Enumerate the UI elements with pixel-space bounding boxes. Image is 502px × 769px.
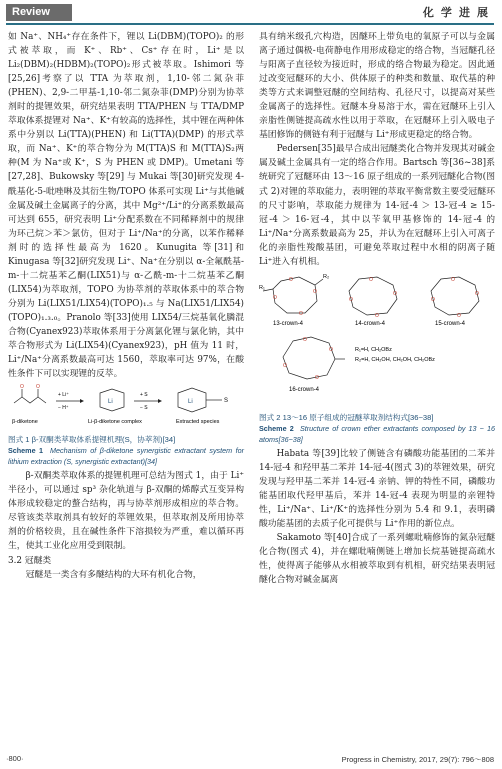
journal-citation: Progress in Chemistry, 2017, 29(7): 796～808 [341,755,494,764]
svg-text:O: O [369,276,373,283]
ring-15-crown-4 [431,277,479,315]
label-16-crown-4: 16-crown-4 [289,386,320,393]
minus-s-label: − S [140,405,148,412]
section-tab: Review [6,4,72,21]
section-heading: 3.2 冠醚类 [8,555,52,566]
scheme-2-caption-en [259,423,495,445]
extracted-species-structure [178,388,222,412]
r1-label: R₁ [259,284,265,291]
svg-text:O: O [273,294,277,301]
svg-text:O: O [283,362,287,369]
svg-text:O: O [303,336,307,343]
scheme-2-caption-en-text: Structure of crown ether extractants composed by 13 ~ 16 atoms[36~38] [259,423,496,444]
scheme-1-caption-en [8,445,244,467]
ring-14-crown-4 [349,277,397,315]
header-rule [6,23,494,25]
r-definition-1: R₁=H, CH₂OBz [355,346,392,353]
svg-text:O: O [313,288,317,295]
left-paragraph-2: β-双酮类萃取体系的提锂机理可总结为图式 1，由于 Li⁺半径小，可以通过 sp³ 杂化轨道与 β-双酮的烯醇式互变异构体形成较稳定的螯合结构，再与协萃剂形成相应的萃合物。尽管该类萃取剂具有较好的萃锂效果，但萃取剂及所用协萃剂的价格较贵，且在碱性条件下溶损较为严重，难以循环再生，使其工业化应用受到限制。 [8,471,244,552]
svg-text:O: O [431,296,435,303]
svg-text:O: O [289,276,293,283]
svg-text:O: O [36,384,40,391]
scheme1-right-label: Extracted species [176,419,220,426]
svg-text:O: O [451,276,455,283]
minus-h-label: − H⁺ [58,405,69,412]
svg-text:S: S [224,398,229,405]
svg-text:O: O [393,290,397,297]
svg-text:O: O [329,346,333,353]
scheme1-mid-label: Li-β-diketone complex [88,419,142,426]
plus-li-label: + Li⁺ [58,392,69,399]
ring-13-crown-4 [273,277,317,313]
right-paragraph-2: Pedersen[35]最早合成出冠醚类化合物并发现其对碱金属及碱土金属具有一定的络合作用。Bartsch 等[36~38]系统研究了冠醚环由 13～16 原子组成的一系列冠醚化合物(图式 2)对锂的萃取能力，表明锂的萃取平衡常数主要受冠醚环的尺寸影响，萃取能力规律为 14-冠-4 ＞ 13-冠-4 ≥ 15-冠-4 ＞ 16-冠-4，其中以苄氧甲基修饰的 14-冠-4 的 Li⁺/Na⁺分离系数最高为 25，并认为在冠醚环上引入可离子化的亲脂性羧酸基团，可避免萃取过程中水相的阴离子随 Li⁺进入有机相。 [259,144,495,267]
right-paragraph-3: Habata 等[39]比较了侧链含有磷酸功能基团的二苯并 14-冠-4 和羟甲基二苯并 14-冠-4(图式 3)的萃锂效果，研究发现与羟甲基二苯并 14-冠-4 亲钠、钾的特性不同，磷酸功能基团取代羟甲基后，苯并 14-冠-4 表现为明显的亲锂特性，Li⁺/Na⁺、Li⁺/K⁺的选择性分别为 5.4 和 9.1，表明磷酸功能基团的去质子化可提供与 Li⁺作用的新位点。 [259,448,495,530]
scheme-2 [259,271,495,445]
page-number: ·800· [6,754,24,763]
scheme-2-diagram [259,271,495,405]
svg-text:O: O [375,312,379,319]
page-header [0,0,502,24]
journal-title-cn: 化 学 进 展 [422,7,490,19]
svg-text:O: O [299,310,303,317]
left-column [8,30,244,582]
ring-16-crown-4 [283,337,335,379]
scheme-1 [8,383,244,467]
right-paragraph-4: Sakamoto 等[40]合成了一系列螺吡喃修饰的氮杂冠醚化合物(图式 4)，并在螺吡喃侧链上增加长烷基链提高疏水性，使得离子能够从水相被萃取到有机相，研究结果表明冠醚化合物对碱金属离 [259,533,495,586]
scheme-1-label: Scheme 1 [8,446,44,456]
svg-text:Li: Li [108,399,113,406]
svg-text:O: O [457,312,461,319]
svg-text:Li: Li [188,399,193,406]
left-paragraph-3: 冠醚是一类含有多醚结构的大环有机化合物， [25,569,202,580]
scheme-2-caption-cn: 图式 2 13～16 原子组成的冠醚萃取剂结构式[36~38] [259,412,434,422]
left-paragraph-1: 如 Na⁺、NH₄⁺存在条件下，锂以 Li(DBM)(TOPO)₂ 的形式被萃取，而 K⁺、Rb⁺、Cs⁺存在时，Li⁺是以 Li₂(DBM)₂(HDBM)₂(TOPO)₂形式被萃取。Ishimori 等[25,26]考察了以 TTA 为萃取剂，1,10-邻二氮杂菲(PHEN)、2,9-二甲基-1,10-邻二氮杂菲(DMP)分别为协萃剂时的提锂效果，研究结果表明 TTA/PHEN 与 TTA/DMP 萃取体系提锂对 Na⁺、K⁺有较高的选择性，其中锂在两种体系中分别以 Li(TTA)(PHEN) 和 Li(TTA)(DMP) 的形式萃取，而 Na⁺、K⁺的萃合物分为 M(TTA)S 和 M(TTA)S₂两种(M 为 Na⁺或 K⁺，S 为 PHEN 或 DMP)。Umetani 等[27,28]、Bukowsky 等[29] 与 Mukai 等[30]研究发现 4-酰基化-5-吡唑啉及其衍生物/TOPO 体系可实现 Li⁺与其他碱金属及碱土金属离子的分离，其中 Mg²⁺/Li⁺的分离系数最高可达到 655，研究表明 Li⁺分配系数在不同稀释剂中的规律为环己烷＞苯＞氯仿，但对于 Li⁺/Na⁺的分离，以苯作稀释剂时的选择性最高为 1620。Kunugita 等[31]和 Kinugasa 等[32]研究发现 Li⁺、Na⁺在分别以 α-全氟酰基-m-十二烷基苯乙酮(LIX51)与 α-乙酰-m-十二烷基苯乙酮(LIX54)为萃取剂，TOPO 为协萃剂的萃取体系中的萃合物分别为 Li(LIX51/LIX54)(TOPO)₁.₅ 与 Na(LIX51/LIX54)(TOPO)₁.₃.₀。Pranolo 等[33]使用 LIX54/三烷基氧化膦混合物(Cyanex923)萃取体系用于分离氯化锂与氯化钠，其中萃合物形式为 Li(LIX54)(Cyanex923)，pH 值为 11 时，Li⁺/Na⁺分离系数最高可达 1560，萃取率可达 97%，在酸性条件下可以实现锂的反萃。 [8,32,244,380]
scheme1-left-label: β-diketone [12,419,38,426]
right-paragraph-1: 具有纳米级孔穴构造，因醚环上带负电的氧原子可以与金属离子通过偶极-电荷静电作用形成稳定的络合物，当冠醚孔径与阳离子直径较为接近时，形成的络合物最为稳定。因此通过改变冠醚环的大小、供体原子的种类和数量、取代基的种类等方式来调整冠醚的空间结构、孔径尺寸，以提高对某些金属离子的选择性。冠醚本身易溶于水，需在冠醚环上引入亲脂性侧链提高疏水性以用于萃取，在冠醚环上引入吸电子基团修饰的侧链有利于冠醚与 Li⁺形成更稳定的络合物。 [259,32,495,141]
scheme-1-caption-en-text: Mechanism of β-diketone synergistic extractant system for lithium extraction (S, synergistic extractant)[34] [8,446,245,467]
svg-text:O: O [315,374,319,381]
r2-label: R₂ [323,273,330,280]
label-14-crown-4: 14-crown-4 [355,320,386,327]
svg-text:O: O [349,296,353,303]
scheme-1-diagram [8,383,244,427]
label-15-crown-4: 15-crown-4 [435,320,466,327]
svg-text:O: O [20,384,24,391]
r-definition-2: R₂=H, CH₂OH, CH₂OH, CH₂OBz [355,356,435,363]
svg-text:O: O [475,290,479,297]
scheme-1-caption-cn: 图式 1 β-双酮类萃取体系提锂机理(S，协萃剂)[34] [8,435,176,445]
diketone-structure [14,389,46,403]
label-13-crown-4: 13-crown-4 [273,320,304,327]
scheme-2-label: Scheme 2 [259,423,294,433]
right-column [259,30,495,587]
plus-s-label: + S [140,392,148,399]
